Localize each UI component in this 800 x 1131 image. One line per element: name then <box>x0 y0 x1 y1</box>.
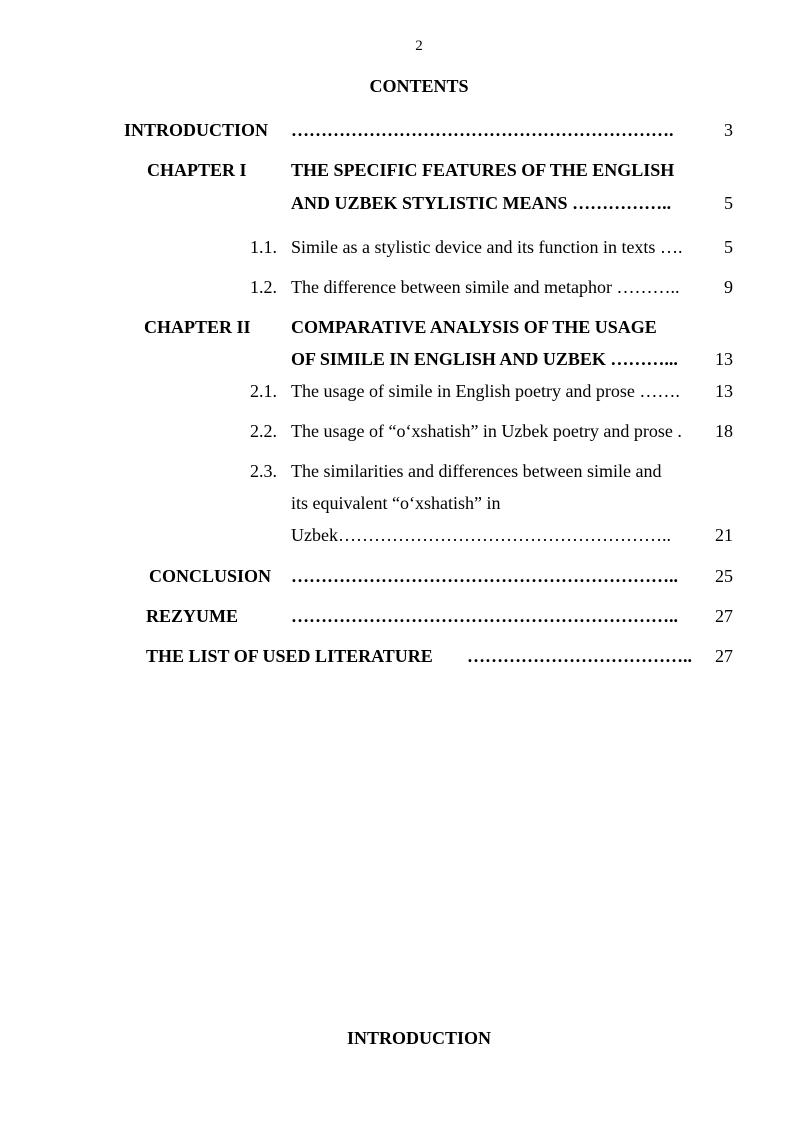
toc-page-number: 25 <box>715 566 733 586</box>
toc-leader-dots: ……………………………….. <box>467 646 692 666</box>
toc-label: THE LIST OF USED LITERATURE <box>146 646 433 666</box>
toc-label: CHAPTER II <box>144 317 251 337</box>
toc-page-number: 21 <box>715 525 733 545</box>
section-heading: INTRODUCTION <box>346 1028 492 1048</box>
toc-label: REZYUME <box>146 606 239 626</box>
toc-leader-dots: ……………………………………………………….. <box>291 566 678 586</box>
toc-page-number: 18 <box>715 421 733 441</box>
toc-section-number: 2.2. <box>250 421 277 441</box>
toc-section-title: Simile as a stylistic device and its function in texts …. <box>291 237 683 257</box>
toc-chapter-title: AND UZBEK STYLISTIC MEANS …………….. <box>291 193 672 213</box>
toc-entry-rezyume <box>0 604 800 628</box>
toc-entry-section-2-3 <box>0 459 800 483</box>
toc-entry-chapter-2-continued <box>0 347 800 371</box>
toc-entry-section-1-1 <box>0 235 800 259</box>
toc-section-title: its equivalent “o‘xshatish” in <box>291 493 501 513</box>
toc-page-number: 27 <box>715 646 733 666</box>
toc-entry-chapter-1-continued <box>0 191 800 215</box>
toc-page-number: 5 <box>724 193 733 213</box>
toc-section-title: The usage of “o‘xshatish” in Uzbek poetry and prose . <box>291 421 682 441</box>
toc-entry-conclusion <box>0 564 800 588</box>
page-number: 2 <box>415 38 423 54</box>
toc-section-number: 2.3. <box>250 461 277 481</box>
toc-page-number: 9 <box>724 277 733 297</box>
toc-page-number: 13 <box>715 349 733 369</box>
toc-leader-dots: ………………………………………………………. <box>291 120 674 140</box>
contents-title: CONTENTS <box>369 76 469 96</box>
toc-section-title: Uzbek……………………………………………….. <box>291 525 671 545</box>
toc-entry-chapter-2 <box>0 315 800 339</box>
toc-section-title: The usage of simile in English poetry and prose ……. <box>291 381 680 401</box>
toc-page-number: 27 <box>715 606 733 626</box>
toc-label: CHAPTER I <box>147 160 247 180</box>
toc-entry-chapter-1 <box>0 158 800 182</box>
toc-entry-section-2-2 <box>0 419 800 443</box>
toc-entry-section-2-3-continued <box>0 491 800 515</box>
toc-chapter-title: COMPARATIVE ANALYSIS OF THE USAGE <box>291 317 657 337</box>
toc-section-title: The similarities and differences between simile and <box>291 461 662 481</box>
toc-entry-section-2-1 <box>0 379 800 403</box>
toc-entry-introduction <box>0 118 800 142</box>
toc-section-number: 1.2. <box>250 277 277 297</box>
toc-section-number: 2.1. <box>250 381 277 401</box>
toc-page-number: 5 <box>724 237 733 257</box>
toc-entry-section-1-2 <box>0 275 800 299</box>
toc-chapter-title: OF SIMILE IN ENGLISH AND UZBEK ………... <box>291 349 678 369</box>
toc-section-number: 1.1. <box>250 237 277 257</box>
toc-page-number: 3 <box>724 120 733 140</box>
toc-leader-dots: ……………………………………………………….. <box>291 606 678 626</box>
toc-chapter-title: THE SPECIFIC FEATURES OF THE ENGLISH <box>291 160 675 180</box>
toc-label: INTRODUCTION <box>124 120 269 140</box>
toc-entry-section-2-3-end <box>0 523 800 547</box>
toc-section-title: The difference between simile and metaphor ……….. <box>291 277 680 297</box>
toc-label: CONCLUSION <box>149 566 272 586</box>
toc-entry-literature <box>0 644 800 668</box>
toc-page-number: 13 <box>715 381 733 401</box>
